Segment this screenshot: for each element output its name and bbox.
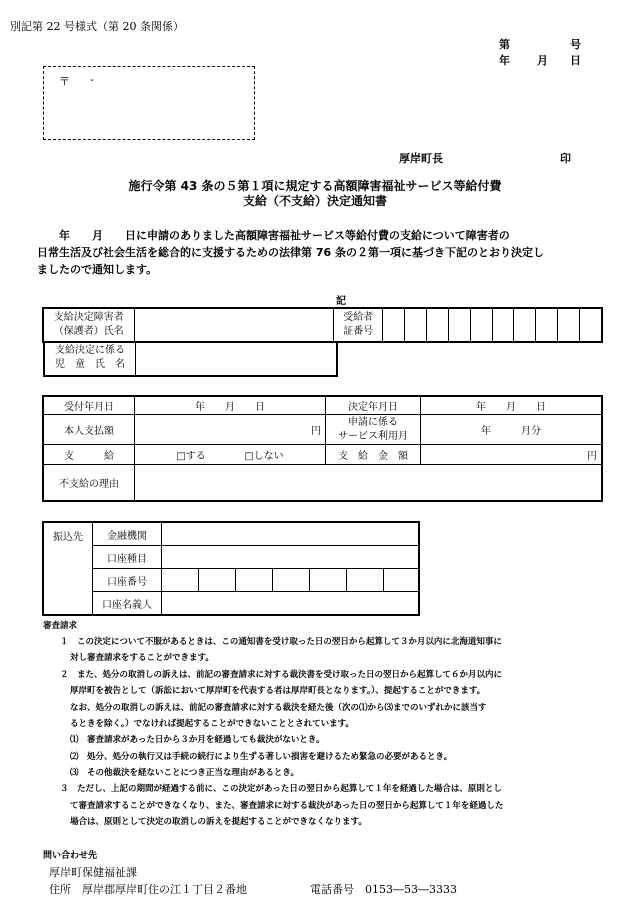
note-1-line-2: 対し審査請求をすることができます。 [70, 653, 214, 663]
sub-note-2: ⑵ 処分、処分の執行又は手続の続行により生ずる著しい損害を避けるため緊急の必要があるとき。 [70, 752, 453, 762]
transfer-label: 振込先 [44, 523, 93, 615]
cert-digit-cell[interactable] [580, 309, 602, 342]
yen-unit: 円 [311, 426, 321, 437]
recipient-table [43, 308, 602, 342]
sender-title: 厚岸町長 [399, 152, 443, 165]
note-3-line-2: て審査請求することができなくなり、また、審査請求に対する裁決があった日の翌日から起算して１年を経過した [70, 801, 504, 811]
recipient-name-field[interactable] [134, 309, 334, 342]
note-2-line-3: なお、処分の取消しの訴えは、前記の審査請求に対する裁決を経た後（次の⑴から⑶までのいずれかに該当す [70, 703, 487, 713]
contact-phone: 電話番号 0153―53―3333 [310, 883, 457, 896]
service-month-value[interactable]: 年 月分 [421, 415, 602, 445]
seal-mark: 印 [560, 152, 571, 165]
account-digit-cell[interactable] [384, 569, 419, 592]
decision-date-label: 決定年月日 [326, 397, 421, 415]
note-2-line-4: るときを除く。）でなければ提起することができないこととされています。 [70, 719, 354, 729]
account-digit-cell[interactable] [310, 569, 347, 592]
note-1-line-1: １ この決定について不服があるときは、この通知書を受け取った日の翌日から起算して３か月以内に北海道知事に [60, 637, 502, 647]
cert-digit-cell[interactable] [558, 309, 580, 342]
cert-digit-cell[interactable] [405, 309, 427, 342]
date-year: 年 [499, 54, 510, 67]
reason-label: 不支給の理由 [44, 465, 135, 501]
cert-digit-cell[interactable] [448, 309, 470, 342]
cert-digit-cell[interactable] [470, 309, 492, 342]
sub-note-1: ⑴ 審査請求があった日から３か月を経過しても裁決がないとき。 [70, 735, 325, 745]
title-line-1: 施行令第 43 条の５第１項に規定する高額障害福祉サービス等給付費 [128, 179, 502, 193]
account-number-label: 口座番号 [93, 569, 162, 592]
account-digit-cell[interactable] [236, 569, 273, 592]
cert-digit-cell[interactable] [383, 309, 405, 342]
child-name-label: 支給決定に係る 児 童 氏 名 [44, 342, 136, 376]
payment-amount-label: 支 給 金 額 [326, 445, 421, 465]
child-table [43, 341, 338, 377]
payment-label: 支 給 [44, 445, 135, 465]
document-title [0, 179, 630, 209]
intro-line-3: ましたので通知します。 [37, 263, 158, 276]
note-2-line-2: 厚岸町を被告として（訴訟において厚岸町を代表する者は厚岸町長となります。）、提起することができます。 [70, 686, 486, 696]
sub-note-3: ⑶ その他裁決を経ないことにつき正当な理由があるとき。 [70, 768, 299, 778]
intro-line-1: 年 月 日に申請のありました高額障害福祉サービス等給付費の支給について障害者の [37, 229, 510, 242]
ki-label: 記 [336, 296, 346, 307]
postal-mark: 〒 [59, 75, 70, 88]
cert-digit-cell[interactable] [514, 309, 536, 342]
decision-date-value[interactable]: 年 月 日 [421, 397, 602, 415]
note-3-line-1: ３ ただし、上記の期間が経過する前に、この決定があった日の翌日から起算して１年を経過した場合は、原則とし [60, 784, 502, 794]
cert-digit-cell[interactable] [536, 309, 558, 342]
yen-unit: 円 [587, 451, 597, 462]
account-type-field[interactable] [162, 546, 419, 569]
date-month: 月 [537, 54, 548, 67]
account-digit-cell[interactable] [347, 569, 384, 592]
address-box [43, 66, 255, 140]
received-date-label: 受付年月日 [44, 397, 135, 415]
doc-number-suffix: 号 [570, 38, 581, 51]
transfer-table [43, 522, 419, 615]
contact-heading: 問い合わせ先 [43, 851, 98, 861]
date-day: 日 [570, 54, 581, 67]
account-holder-label: 口座名義人 [93, 592, 162, 615]
option-yes-checkbox[interactable]: □する [176, 451, 206, 462]
recipient-name-label: 支給決定障害者 （保護者）氏名 [44, 309, 135, 342]
account-type-label: 口座種目 [93, 546, 162, 569]
child-name-field[interactable] [136, 342, 338, 376]
note-2-line-1: ２ また、処分の取消しの訴えは、前記の審査請求に対する裁決書を受け取った日の翌日から起算して６か月以内に [60, 670, 503, 680]
certificate-number-label: 受給者 証番号 [334, 309, 383, 342]
cert-digit-cell[interactable] [492, 309, 514, 342]
doc-number-prefix: 第 [499, 38, 510, 51]
account-digit-cell[interactable] [273, 569, 310, 592]
payment-amount-field[interactable] [421, 445, 602, 465]
account-digit-cell[interactable] [162, 569, 199, 592]
reason-field[interactable] [135, 465, 602, 501]
self-pay-label: 本人支払額 [44, 415, 135, 445]
account-digit-cell[interactable] [199, 569, 236, 592]
contact-dept: 厚岸町保健福祉課 [49, 866, 137, 879]
cert-digit-cell[interactable] [426, 309, 448, 342]
intro-paragraph [37, 227, 592, 278]
payment-options [135, 445, 326, 465]
received-date-value[interactable]: 年 月 日 [135, 397, 326, 415]
self-pay-field[interactable] [135, 415, 326, 445]
account-holder-field[interactable] [162, 592, 419, 615]
contact-address: 住所 厚岸郡厚岸町住の江１丁目２番地 [49, 883, 247, 896]
service-month-label: 申請に係る サービス利用月 [326, 415, 421, 445]
notes-heading: 審査請求 [43, 621, 78, 631]
bank-label: 金融機関 [93, 523, 162, 546]
intro-line-2: 日常生活及び社会生活を総合的に支援するための法律第 76 条の２第一項に基づき下記のとおり決定し [37, 246, 544, 259]
option-no-checkbox[interactable]: □しない [244, 451, 284, 462]
title-line-2: 支給（不支給）決定通知書 [242, 194, 387, 208]
postal-dash: - [90, 73, 94, 86]
bank-field[interactable] [162, 523, 419, 546]
decision-table [43, 396, 602, 501]
form-id: 別記第 22 号様式（第 20 条関係） [10, 20, 184, 33]
note-3-line-3: 場合は、原則として決定の取消しの訴えを提起することができなくなります。 [70, 817, 367, 827]
